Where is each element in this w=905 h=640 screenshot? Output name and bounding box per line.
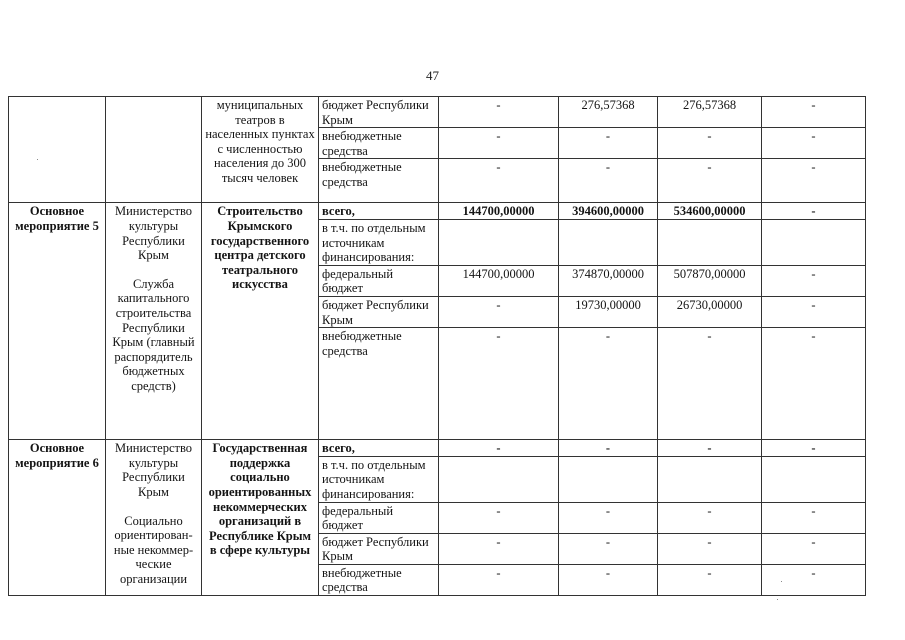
value-cell: -	[762, 203, 866, 220]
measure-name-cell: муниципальных театров в населенных пунктах с численностью населения до 300 тысяч человек	[202, 97, 319, 203]
table-row	[9, 203, 866, 220]
executor-cell	[106, 440, 202, 596]
value-cell	[559, 219, 658, 265]
value-cell: -	[658, 533, 762, 564]
executor-secondary: Служба капитального строительства Республики Крым (главный распорядитель бюджетных средств)	[112, 276, 195, 393]
value-cell: -	[439, 296, 559, 327]
value-cell: 144700,00000	[439, 203, 559, 220]
executor-primary: Министерство культуры Республики Крым	[114, 204, 193, 263]
source-cell: бюджет Республики Крым	[319, 97, 439, 128]
executor-cell	[106, 203, 202, 440]
source-cell: всего,	[319, 203, 439, 220]
value-cell: -	[439, 159, 559, 203]
source-cell: в т.ч. по отдельным источникам финансирования:	[319, 219, 439, 265]
value-cell: -	[559, 159, 658, 203]
value-cell: -	[439, 440, 559, 457]
value-cell: -	[762, 265, 866, 296]
value-cell: -	[762, 502, 866, 533]
value-cell: -	[658, 328, 762, 440]
value-cell	[559, 456, 658, 502]
value-cell: 26730,00000	[658, 296, 762, 327]
value-cell: 374870,00000	[559, 265, 658, 296]
source-cell: федеральный бюджет	[319, 502, 439, 533]
measure-label-cell: Основное мероприятие 6	[9, 440, 106, 596]
measure-name-cell: Строительство Крымского государственного центра детского театрального искусства	[202, 203, 319, 440]
page-number: 47	[426, 68, 439, 83]
source-cell: внебюджетные средства	[319, 159, 439, 203]
value-cell: -	[559, 128, 658, 159]
source-cell: внебюджетные средства	[319, 328, 439, 440]
source-cell: всего,	[319, 440, 439, 457]
budget-table	[8, 96, 866, 596]
value-cell: -	[658, 159, 762, 203]
value-cell: 276,57368	[658, 97, 762, 128]
table-row	[9, 440, 866, 457]
value-cell: -	[658, 128, 762, 159]
value-cell: -	[559, 533, 658, 564]
table-row	[9, 97, 866, 128]
value-cell: -	[762, 564, 866, 595]
source-cell: внебюджетные средства	[319, 128, 439, 159]
value-cell: -	[762, 328, 866, 440]
value-cell: -	[658, 440, 762, 457]
value-cell: -	[762, 159, 866, 203]
value-cell	[439, 219, 559, 265]
source-cell: в т.ч. по отдельным источникам финансирования:	[319, 456, 439, 502]
value-cell: -	[439, 97, 559, 128]
value-cell: -	[762, 97, 866, 128]
value-cell: 507870,00000	[658, 265, 762, 296]
executor-secondary: Социально ориентирован-ные некоммер-ческие организации	[113, 513, 194, 586]
executor-primary: Министерство культуры Республики Крым	[114, 441, 193, 499]
value-cell: -	[439, 128, 559, 159]
empty-label-cell	[9, 97, 106, 203]
measure-name-cell: Государственная поддержка социально ориентированных некоммерческих организаций в Республике Крым в сфере культуры	[202, 440, 319, 596]
value-cell: -	[559, 564, 658, 595]
value-cell: -	[439, 502, 559, 533]
value-cell: -	[439, 328, 559, 440]
scan-speck: ·	[776, 594, 779, 604]
scan-speck: ·	[780, 576, 783, 586]
value-cell	[762, 456, 866, 502]
measure-label-cell: Основное мероприятие 5	[9, 203, 106, 440]
value-cell: 534600,00000	[658, 203, 762, 220]
value-cell: 144700,00000	[439, 265, 559, 296]
value-cell: -	[658, 564, 762, 595]
scan-speck: ·	[36, 154, 39, 164]
value-cell: -	[559, 440, 658, 457]
value-cell: 19730,00000	[559, 296, 658, 327]
value-cell: -	[439, 533, 559, 564]
value-cell	[658, 456, 762, 502]
value-cell: -	[559, 502, 658, 533]
source-cell: федеральный бюджет	[319, 265, 439, 296]
value-cell: -	[439, 564, 559, 595]
value-cell: -	[762, 440, 866, 457]
source-cell: бюджет Республики Крым	[319, 296, 439, 327]
value-cell: 276,57368	[559, 97, 658, 128]
value-cell: -	[762, 128, 866, 159]
value-cell	[762, 219, 866, 265]
value-cell: -	[658, 502, 762, 533]
source-cell: бюджет Республики Крым	[319, 533, 439, 564]
value-cell: 394600,00000	[559, 203, 658, 220]
value-cell: -	[762, 533, 866, 564]
value-cell: -	[559, 328, 658, 440]
source-cell: внебюджетные средства	[319, 564, 439, 595]
value-cell	[658, 219, 762, 265]
value-cell: -	[762, 296, 866, 327]
value-cell	[439, 456, 559, 502]
empty-executor-cell	[106, 97, 202, 203]
